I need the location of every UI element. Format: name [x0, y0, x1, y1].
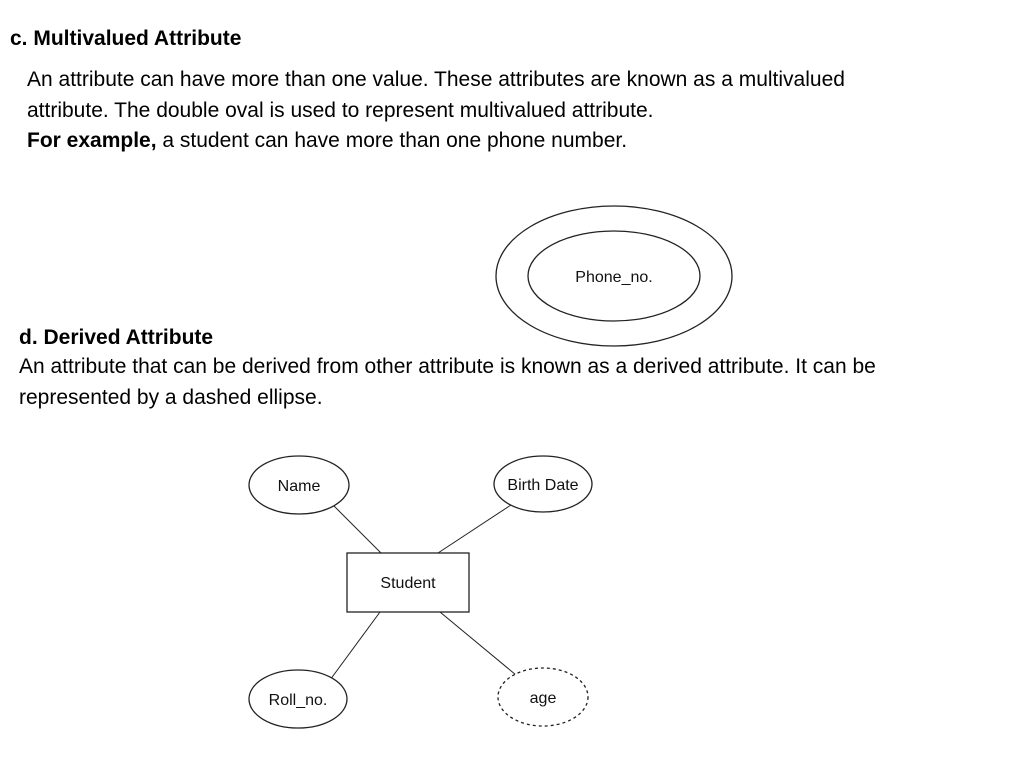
- connector-age: [440, 612, 516, 675]
- connector-name: [331, 503, 381, 553]
- example-text: a student can have more than one phone number.: [156, 129, 628, 152]
- birth-date-attribute-label: Birth Date: [507, 477, 579, 494]
- student-entity-label: Student: [380, 575, 436, 592]
- connector-roll-no: [330, 612, 380, 680]
- phone-no-label: Phone_no.: [575, 269, 653, 286]
- example-label: For example,: [27, 129, 157, 152]
- section-d-heading: d. Derived Attribute: [19, 326, 214, 349]
- roll-no-attribute-label: Roll_no.: [268, 692, 328, 709]
- section-c-heading: c. Multivalued Attribute: [10, 27, 242, 50]
- multivalued-attribute-diagram: [496, 206, 732, 346]
- age-derived-attribute-label: age: [529, 690, 557, 707]
- section-c-line-2: attribute. The double oval is used to represent multivalued attribute.: [27, 98, 654, 122]
- connector-birth-date: [438, 503, 514, 553]
- section-d-line-1: An attribute that can be derived from other attribute is known as a derived attribute. It can be: [19, 355, 876, 378]
- name-attribute-label: Name: [277, 478, 321, 495]
- section-d-line-2: represented by a dashed ellipse.: [19, 385, 323, 409]
- derived-attribute-diagram: [249, 456, 592, 728]
- section-c-line-1: An attribute can have more than one value. These attributes are known as a multivalued: [27, 68, 845, 91]
